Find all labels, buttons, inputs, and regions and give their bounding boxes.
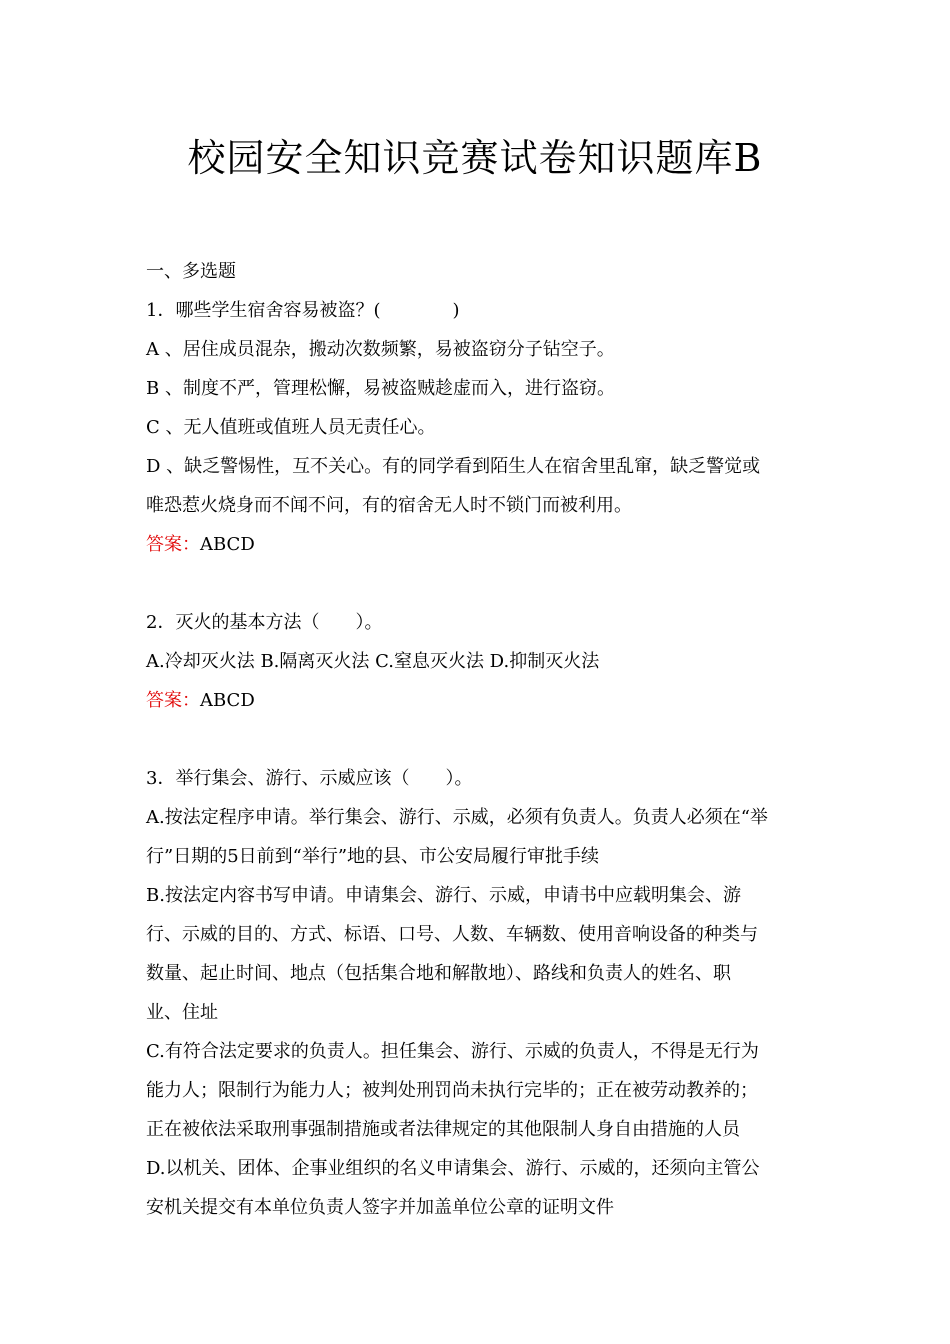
question-1-answer (146, 525, 816, 564)
question-3-stem: 3．举行集会、游行、示威应该（ ）。 (146, 768, 473, 789)
spacer (146, 720, 816, 759)
question-1-option-b: B 、制度不严，管理松懈，易被盗贼趁虚而入，进行盗窃。 (146, 378, 615, 399)
spacer (146, 564, 816, 603)
answer-label: 答案： (146, 534, 200, 555)
question-2-answer (146, 681, 816, 720)
document-body (146, 252, 816, 1227)
question-3-option-b: B.按法定内容书写申请。申请集会、游行、示威，申请书中应载明集会、游 (146, 885, 741, 906)
question-1-option-d-continued: 唯恐惹火烧身而不闻不问，有的宿舍无人时不锁门而被利用。 (146, 495, 632, 516)
answer-label: 答案： (146, 690, 200, 711)
answer-value: ABCD (200, 690, 255, 711)
question-3-option-c-continued: 正在被依法采取刑事强制措施或者法律规定的其他限制人身自由措施的人员 (146, 1119, 740, 1140)
question-3-option-c-continued: 能力人；限制行为能力人；被判处刑罚尚未执行完毕的；正在被劳动教养的； (146, 1080, 758, 1101)
question-3-option-d: D.以机关、团体、企事业组织的名义申请集会、游行、示威的，还须向主管公 (146, 1158, 760, 1179)
question-3-option-b-continued: 数量、起止时间、地点（包括集合地和解散地）、路线和负责人的姓名、职 (146, 963, 731, 984)
question-2-stem: 2．灭火的基本方法（ ）。 (146, 612, 383, 633)
document-title: 校园安全知识竞赛试卷知识题库B (187, 136, 763, 180)
question-3-option-b-continued: 业、住址 (146, 1002, 218, 1023)
question-3-option-d-continued: 安机关提交有本单位负责人签字并加盖单位公章的证明文件 (146, 1197, 614, 1218)
question-2-options: A.冷却灭火法 B.隔离灭火法 C.窒息灭火法 D.抑制灭火法 (146, 651, 600, 672)
question-1-option-a: A 、居住成员混杂，搬动次数频繁，易被盗窃分子钻空子。 (146, 339, 615, 360)
section-heading: 一、多选题 (146, 261, 236, 282)
question-3-option-c: C.有符合法定要求的负责人。担任集会、游行、示威的负责人，不得是无行为 (146, 1041, 759, 1062)
answer-value: ABCD (200, 534, 255, 555)
question-3-option-a: A.按法定程序申请。举行集会、游行、示威，必须有负责人。负责人必须在“举 (146, 807, 768, 828)
question-3-option-a-continued: 行”日期的5日前到“举行”地的县、市公安局履行审批手续 (146, 846, 600, 867)
question-1-option-c: C 、无人值班或值班人员无责任心。 (146, 417, 436, 438)
question-1-stem: 1．哪些学生宿舍容易被盗？( ) (146, 300, 460, 321)
question-3-option-b-continued: 行、示威的目的、方式、标语、口号、人数、车辆数、使用音响设备的种类与 (146, 924, 758, 945)
question-1-option-d: D 、缺乏警惕性，互不关心。有的同学看到陌生人在宿舍里乱窜，缺乏警觉或 (146, 456, 761, 477)
